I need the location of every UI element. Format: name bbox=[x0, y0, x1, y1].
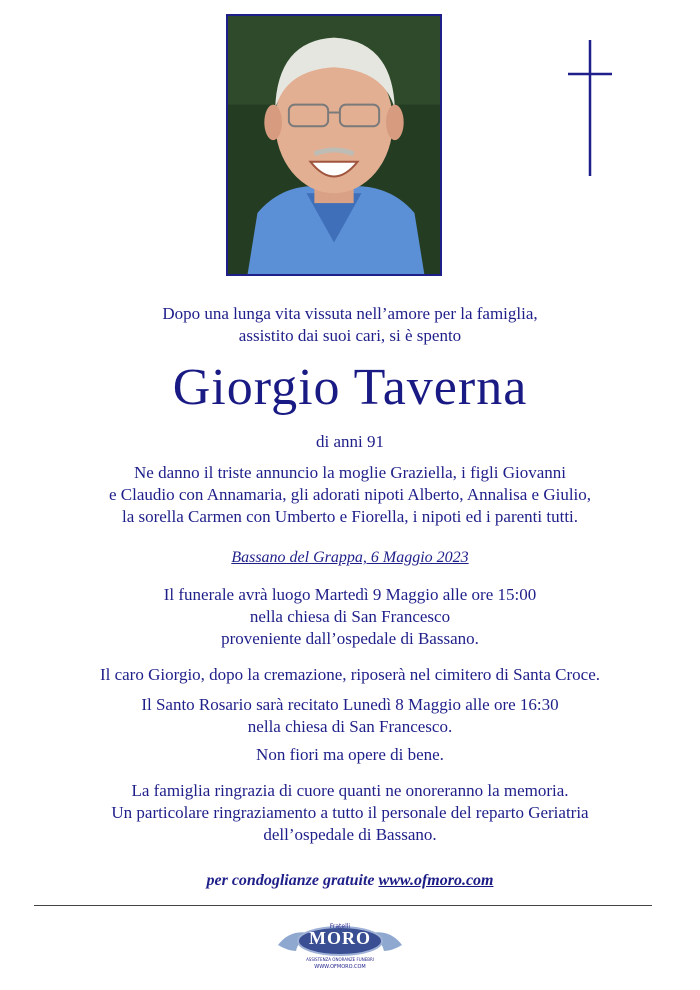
flowers-note: Non fiori ma opere di bene. bbox=[256, 745, 444, 764]
thanks-text bbox=[0, 780, 700, 846]
rosary-info bbox=[0, 694, 700, 738]
logo-subtitle: ASSISTENZA ONORANZE FUNEBRI bbox=[306, 957, 374, 962]
intro-text bbox=[0, 303, 700, 347]
fratelli-moro-logo bbox=[270, 915, 410, 977]
thanks-line-3: dell’ospedale di Bassano. bbox=[263, 825, 437, 844]
announcement-text bbox=[0, 462, 700, 528]
condolences-line bbox=[0, 870, 700, 892]
logo-top-text: Fratelli bbox=[329, 923, 351, 930]
place-date-text: Bassano del Grappa, 6 Maggio 2023 bbox=[231, 549, 469, 566]
funeral-line-1: Il funerale avrà luogo Martedì 9 Maggio alle ore 15:00 bbox=[163, 585, 537, 604]
age-text: di anni 91 bbox=[316, 432, 384, 451]
funeral-line-2: nella chiesa di San Francesco bbox=[249, 607, 451, 626]
intro-line-2: assistito dai suoi cari, si è spento bbox=[238, 326, 462, 345]
condolences-link[interactable]: www.ofmoro.com bbox=[378, 872, 494, 889]
portrait-image bbox=[228, 16, 440, 274]
rosary-line-1: Il Santo Rosario sarà recitato Lunedì 8 Maggio alle ore 16:30 bbox=[141, 695, 559, 714]
logo-url: WWW.OFMORO.COM bbox=[314, 964, 366, 970]
condolences-label: per condoglianze gratuite bbox=[206, 872, 375, 889]
portrait-photo bbox=[226, 14, 442, 276]
announcement-line-1: Ne danno il triste annuncio la moglie Graziella, i figli Giovanni bbox=[134, 463, 566, 482]
footer-divider bbox=[34, 905, 652, 906]
thanks-line-1: La famiglia ringrazia di cuore quanti ne onoreranno la memoria. bbox=[131, 781, 569, 800]
cross-icon bbox=[562, 40, 618, 176]
announcement-line-2: e Claudio con Annamaria, gli adorati nipoti Alberto, Annalisa e Giulio, bbox=[108, 485, 592, 504]
intro-line-1: Dopo una lunga vita vissuta nell’amore per la famiglia, bbox=[162, 304, 538, 323]
logo-brand: MORO bbox=[309, 928, 371, 948]
funeral-line-3: proveniente dall’ospedale di Bassano. bbox=[221, 629, 479, 648]
announcement-line-3: la sorella Carmen con Umberto e Fiorella, i nipoti ed i parenti tutti. bbox=[121, 507, 579, 526]
place-date bbox=[0, 547, 700, 569]
deceased-name: Giorgio Taverna bbox=[172, 359, 528, 416]
thanks-line-2: Un particolare ringraziamento a tutto il personale del reparto Geriatria bbox=[111, 803, 589, 822]
rosary-line-2: nella chiesa di San Francesco. bbox=[247, 717, 453, 736]
funeral-info bbox=[0, 584, 700, 650]
cremation-info: Il caro Giorgio, dopo la cremazione, riposerà nel cimitero di Santa Croce. bbox=[99, 665, 601, 684]
